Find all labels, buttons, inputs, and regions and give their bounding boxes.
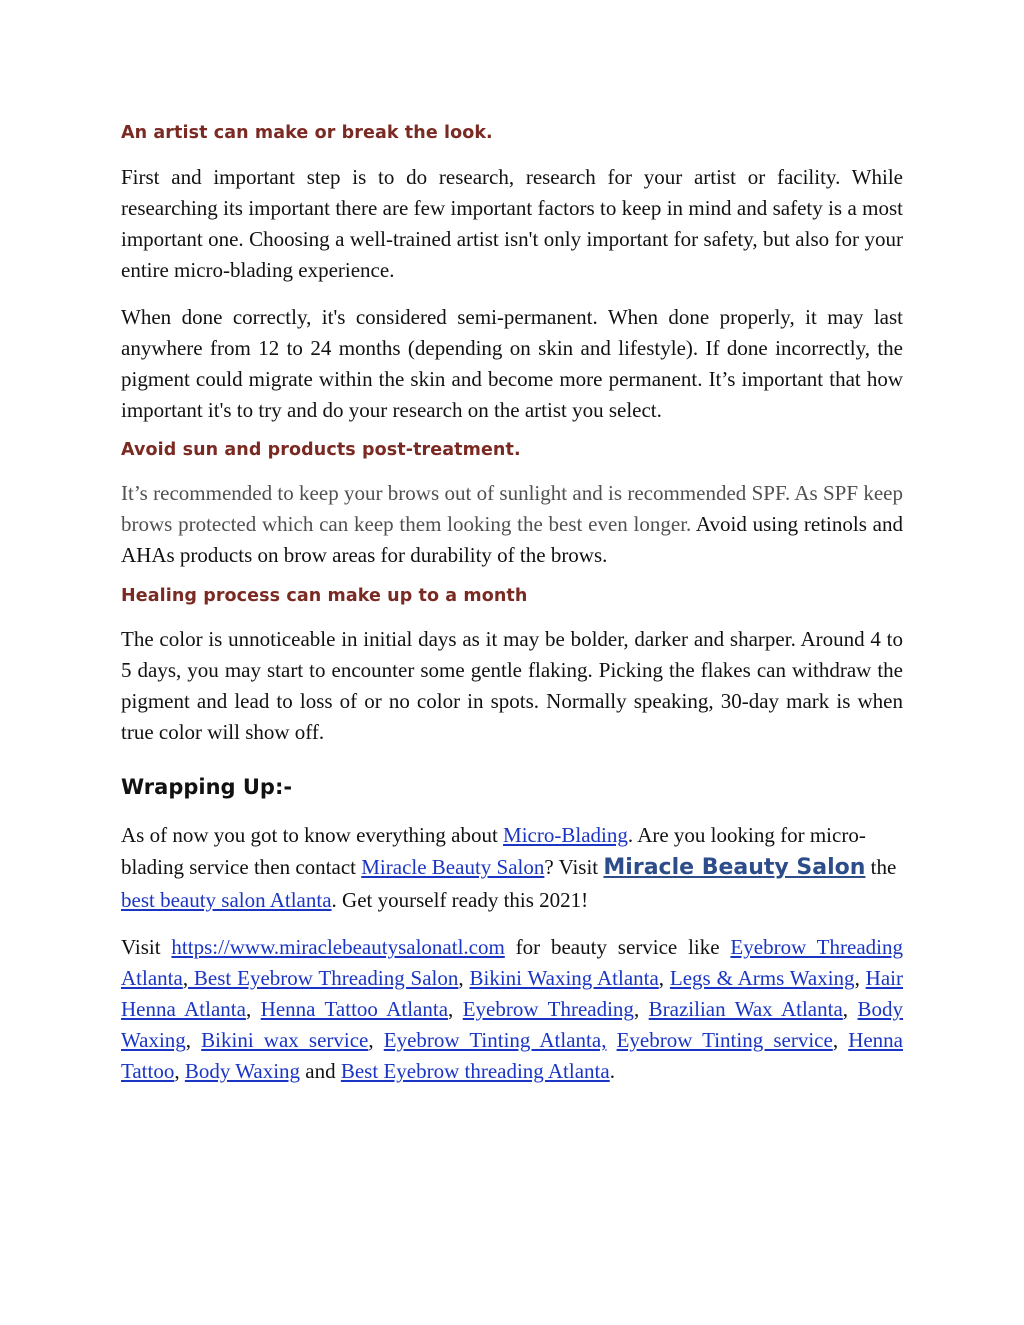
- wrap-text-4: the: [865, 855, 897, 879]
- separator: ,: [658, 966, 670, 990]
- wrap-text-3: ? Visit: [544, 855, 604, 879]
- wrap-text-2: . Are you looking for micro-blading service then contact: [121, 823, 866, 879]
- wrap-text-1: As of now you got to know everything about: [121, 823, 504, 847]
- visit-text: Visit: [121, 935, 172, 959]
- paragraph-healing: The color is unnoticeable in initial days as it may be bolder, darker and sharper. Around 4 to 5 days, you may start to encounter some gentle flaking. Picking the flakes can withdraw the pigment and lead to loss of or no color in spots. Normally speaking, 30-day mark is when true color will show off.: [121, 627, 903, 744]
- article-body: [121, 118, 903, 1087]
- link-bikini-waxing-atlanta[interactable]: Bikini Waxing Atlanta: [469, 966, 659, 990]
- link-hair-henna-atlanta[interactable]: Hair Henna Atlanta: [121, 966, 903, 1021]
- visit-for-text: for beauty service like: [504, 935, 731, 959]
- paragraph-visit-services: [121, 932, 903, 1087]
- link-miracle-beauty-salon[interactable]: Miracle Beauty Salon: [361, 855, 545, 879]
- link-bikini-wax-service[interactable]: Bikini wax service: [201, 1028, 369, 1052]
- separator: ,: [182, 966, 189, 990]
- sun-text-gray: It’s recommended to keep your brows out of sunlight and is recommended SPF. As SPF keep brows protected which can keep them looking the best even longer.: [121, 481, 903, 536]
- end-period: .: [609, 1059, 615, 1083]
- separator: ,: [368, 1028, 384, 1052]
- link-salon-website[interactable]: https://www.miraclebeautysalonatl.com: [171, 935, 505, 959]
- link-eyebrow-threading[interactable]: Eyebrow Threading: [462, 997, 634, 1021]
- and-text: and: [300, 1059, 341, 1083]
- link-brazilian-wax-atlanta[interactable]: Brazilian Wax Atlanta: [648, 997, 843, 1021]
- link-henna-tattoo[interactable]: Henna Tattoo: [121, 1028, 903, 1083]
- paragraph-research: First and important step is to do research, research for your artist or facility. While researching its important there are few important factors to keep in mind and safety is a most important one. Choosing a well-trained artist isn't only important for safety, but also for your entire micro-blading experience.: [121, 165, 903, 282]
- link-body-waxing[interactable]: Body Waxing: [121, 997, 904, 1052]
- separator: ,: [458, 966, 470, 990]
- link-body-waxing-2[interactable]: Body Waxing: [184, 1059, 301, 1083]
- link-eyebrow-tinting-service[interactable]: Eyebrow Tinting service: [616, 1028, 833, 1052]
- link-best-eyebrow-threading-atlanta[interactable]: Best Eyebrow threading Atlanta: [340, 1059, 610, 1083]
- paragraph-semi-permanent: When done correctly, it's considered semi-permanent. When done properly, it may last anywhere from 12 to 24 months (depending on skin and lifestyle). If done incorrectly, the pigment could migrate within the skin and become more permanent. It’s important that how important it's to try and do your research on the artist you select.: [121, 305, 903, 422]
- link-eyebrow-threading-atlanta[interactable]: Eyebrow Threading Atlanta: [121, 935, 903, 990]
- paragraph-avoid-sun: [121, 478, 903, 571]
- link-legs-arms-waxing[interactable]: Legs & Arms Waxing: [669, 966, 855, 990]
- link-micro-blading[interactable]: Micro-Blading: [503, 823, 628, 847]
- separator: ,: [633, 997, 649, 1021]
- heading-healing: Healing process can make up to a month: [121, 586, 528, 606]
- heading-wrapping-up: Wrapping Up:-: [121, 775, 293, 799]
- sun-text-dark: Avoid using retinols and AHAs products on brow areas for durability of the brows.: [121, 512, 903, 567]
- wrap-text-5: . Get yourself ready this 2021!: [331, 888, 589, 912]
- link-henna-tattoo-atlanta[interactable]: Henna Tattoo Atlanta: [260, 997, 449, 1021]
- separator: ,: [245, 997, 261, 1021]
- separator: ,: [854, 966, 866, 990]
- link-best-eyebrow-threading-salon[interactable]: Best Eyebrow Threading Salon: [188, 966, 459, 990]
- separator: ,: [174, 1059, 185, 1083]
- separator: ,: [832, 1028, 849, 1052]
- separator: ,: [185, 1028, 202, 1052]
- paragraph-wrapping-up: [121, 819, 903, 916]
- link-eyebrow-tinting-atlanta[interactable]: Eyebrow Tinting Atlanta,: [383, 1028, 607, 1052]
- separator: ,: [448, 997, 463, 1021]
- heading-artist: An artist can make or break the look.: [121, 123, 493, 143]
- link-best-beauty-salon-atlanta[interactable]: best beauty salon Atlanta: [121, 888, 332, 912]
- link-miracle-beauty-salon-bold[interactable]: Miracle Beauty Salon: [603, 855, 866, 880]
- heading-avoid-sun: Avoid sun and products post-treatment.: [121, 440, 521, 460]
- separator: ,: [842, 997, 858, 1021]
